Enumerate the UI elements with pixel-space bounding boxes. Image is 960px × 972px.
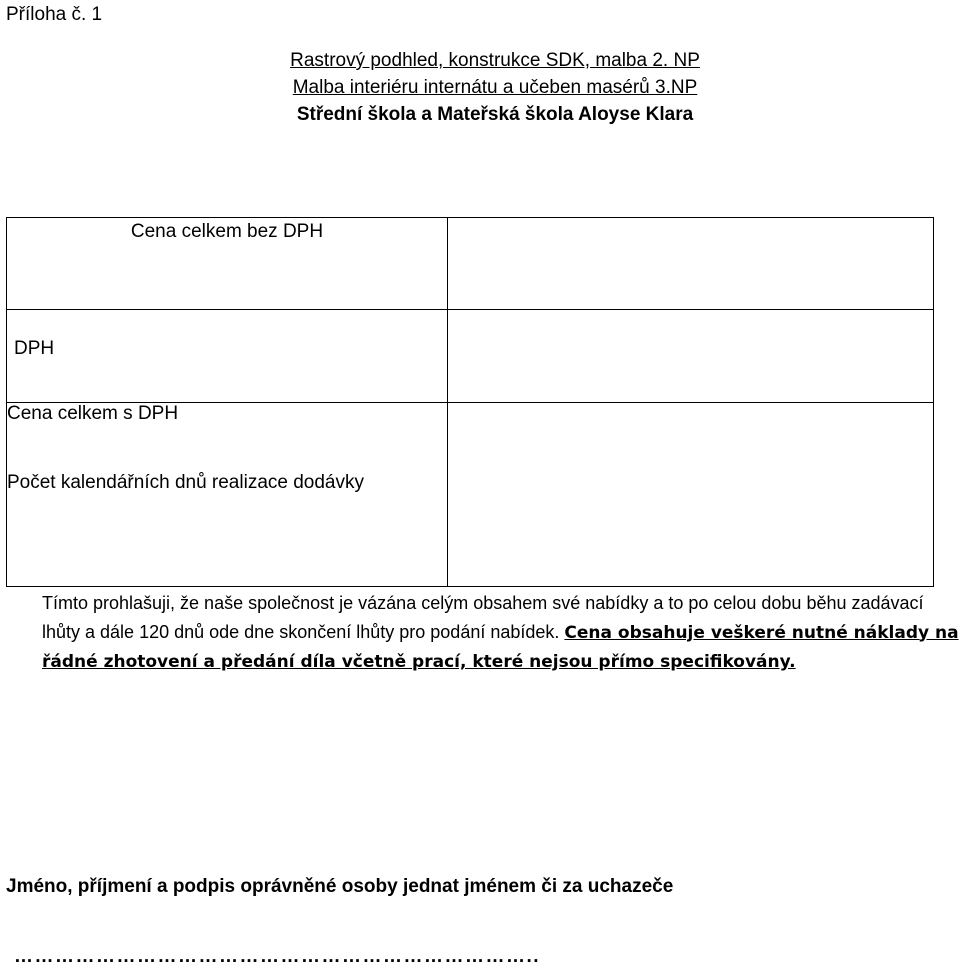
declaration-emphasis: Cena obsahuje veškeré nutné náklady na řádné zhotovení a předání díla včetně prací, které nejsou přímo specifikovány. xyxy=(42,622,959,672)
attachment-label: Příloha č. 1 xyxy=(6,4,103,25)
price-without-vat-cell xyxy=(7,218,448,310)
price-with-vat-label: Cena celkem s DPH xyxy=(7,403,179,424)
table-row xyxy=(7,310,934,403)
title-line-3: Střední škola a Mateřská škola Aloyse Klara xyxy=(296,104,694,125)
title-line-1: Rastrový podhled, konstrukce SDK, malba 2. NP xyxy=(290,50,700,71)
title-line-2: Malba interiéru internátu a učeben masérů 3.NP xyxy=(292,77,698,98)
table-row xyxy=(7,403,934,587)
price-table xyxy=(6,217,934,587)
vat-value xyxy=(448,310,934,403)
vat-label: DPH xyxy=(14,338,55,359)
delivery-days-label: Počet kalendářních dnů realizace dodávky xyxy=(7,472,365,493)
signature-line: ………………………………………………………………….. xyxy=(14,946,541,967)
table-row xyxy=(7,218,934,310)
declaration-text: Tímto prohlašuji, že naše společnost je vázána celým obsahem své nabídky a to po celou dobu běhu zadávací lhůty a dále 120 dnů ode dne skončení lhůty pro podání nabídek. xyxy=(42,593,924,642)
price-without-vat-value xyxy=(448,218,934,310)
vat-cell xyxy=(7,310,448,403)
total-and-days-value xyxy=(448,403,934,587)
signature-label: Jméno, příjmení a podpis oprávněné osoby jednat jménem či za uchazeče xyxy=(6,876,674,897)
total-and-days-cell xyxy=(7,403,448,587)
declaration-paragraph xyxy=(42,589,960,677)
price-without-vat-label: Cena celkem bez DPH xyxy=(130,221,324,242)
